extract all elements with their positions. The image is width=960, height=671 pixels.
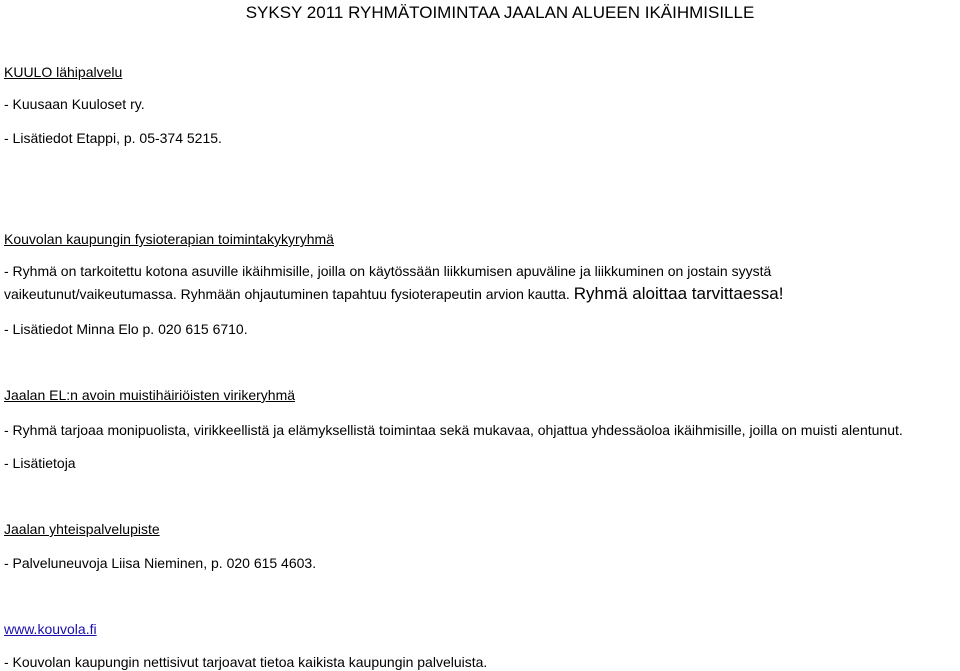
- text-line: - Ryhmä on tarkoitettu kotona asuville ikäihmisille, joilla on käytössään liikkumisen apuväline ja liikkuminen on jostain syystä: [4, 263, 772, 279]
- text-line: - Lisätiedot Minna Elo p. 020 615 6710.: [4, 321, 248, 337]
- text-line: - Lisätiedot Etappi, p. 05-374 5215.: [4, 130, 222, 146]
- section-heading-yhteispalvelupiste: Jaalan yhteispalvelupiste: [4, 521, 160, 537]
- section-heading-muistiryhma: Jaalan EL:n avoin muistihäiriöisten virikeryhmä: [4, 387, 296, 403]
- text-line: - Lisätietoja: [4, 455, 76, 471]
- page-title: SYKSY 2011 RYHMÄTOIMINTAA JAALAN ALUEEN IKÄIHMISILLE: [245, 3, 755, 22]
- text-line: - Kouvolan kaupungin nettisivut tarjoavat tietoa kaikista kaupungin palveluista.: [4, 654, 488, 670]
- text-fragment: vaikeutunut/vaikeutumassa. Ryhmään ohjautuminen tapahtuu fysioterapeutin arvion kautta.: [4, 286, 570, 302]
- text-line: - Kuusaan Kuuloset ry.: [4, 96, 145, 112]
- text-line: - Ryhmä tarjoaa monipuolista, virikkeellistä ja elämyksellistä toimintaa sekä mukavaa, ohjattua yhdessäoloa ikäihmisille, joilla on muisti alentunut.: [4, 422, 903, 438]
- text-line: - Palveluneuvoja Liisa Nieminen, p. 020 615 4603.: [4, 555, 317, 571]
- kouvola-link[interactable]: www.kouvola.fi: [4, 621, 97, 637]
- section-heading-kuulo: KUULO lähipalvelu: [4, 64, 123, 80]
- section-heading-fysioterapia: Kouvolan kaupungin fysioterapian toimintakykyryhmä: [4, 231, 334, 247]
- emphasis-text: Ryhmä aloittaa tarvittaessa!: [573, 284, 784, 303]
- text-line: [4, 285, 783, 303]
